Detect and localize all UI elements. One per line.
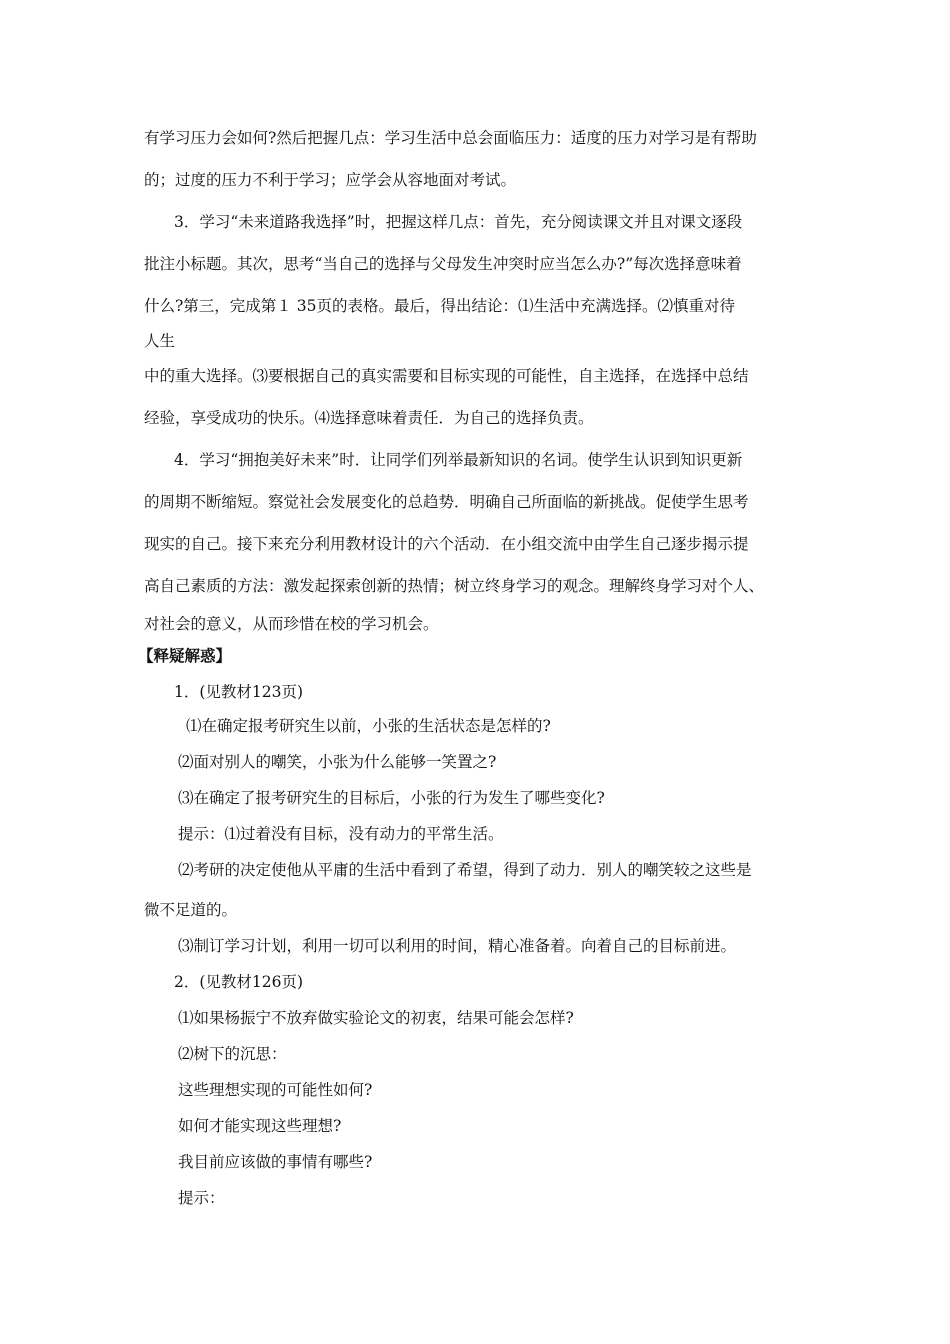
text-line: ⑵树下的沉思： [178, 1045, 287, 1063]
text-line: ⑶制订学习计划，利用一切可以利用的时间，精心准备着。向着自己的目标前进。 [178, 937, 737, 955]
text-line: 有学习压力会如何?然后把握几点：学习生活中总会面临压力：适度的压力对学习是有帮助 [144, 129, 757, 147]
text-line: 人生 [144, 332, 176, 350]
text-line: 经验，享受成功的快乐。⑷选择意味着责任．为自己的选择负责。 [144, 409, 594, 427]
text-line: 的；过度的压力不利于学习；应学会从容地面对考试。 [144, 171, 517, 189]
text-line: ⑵考研的决定使他从平庸的生活中看到了希望，得到了动力．别人的嘲笑较之这些是 [178, 861, 752, 879]
text-line: 什么?第三，完成第１ 35页的表格。最后，得出结论：⑴生活中充满选择。⑵慎重对待 [144, 297, 735, 315]
text-line: ⑴如果杨振宁不放弃做实验论文的初衷，结果可能会怎样? [178, 1009, 574, 1027]
text-line: 我目前应该做的事情有哪些? [178, 1153, 373, 1171]
text-line: 高自己素质的方法：激发起探索创新的热情；树立终身学习的观念。理解终身学习对个人、 [144, 577, 765, 595]
text-line: 1．(见教材123页) [174, 683, 304, 701]
text-line: 提示： [178, 1189, 225, 1207]
text-line: 微不足道的。 [144, 901, 238, 919]
text-line: ⑴在确定报考研究生以前，小张的生活状态是怎样的? [186, 717, 551, 735]
text-line: 这些理想实现的可能性如何? [178, 1081, 373, 1099]
text-line: ⑵面对别人的嘲笑，小张为什么能够一笑置之? [178, 753, 497, 771]
text-line: ⑶在确定了报考研究生的目标后，小张的行为发生了哪些变化? [178, 789, 605, 807]
text-line: 的周期不断缩短。察觉社会发展变化的总趋势．明确自己所面临的新挑战。促使学生思考 [144, 493, 749, 511]
section-heading: 【释疑解惑】 [138, 646, 232, 665]
text-line: 现实的自己。接下来充分利用教材设计的六个活动．在小组交流中由学生自己逐步揭示提 [144, 535, 749, 553]
text-line: 3．学习“未来道路我选择”时，把握这样几点：首先，充分阅读课文并且对课文逐段 [174, 213, 743, 231]
text-line: 4．学习“拥抱美好未来”时．让同学们列举最新知识的名词。使学生认识到知识更新 [174, 451, 743, 469]
text-line: 提示：⑴过着没有目标，没有动力的平常生活。 [178, 825, 504, 843]
text-line: 如何才能实现这些理想? [178, 1117, 342, 1135]
text-line: 中的重大选择。⑶要根据自己的真实需要和目标实现的可能性，自主选择，在选择中总结 [144, 367, 749, 385]
text-line: 对社会的意义，从而珍惜在校的学习机会。 [144, 615, 439, 633]
text-line: 批注小标题。其次，思考“当自己的选择与父母发生冲突时应当怎么办?”每次选择意味着 [144, 255, 742, 273]
text-line: 2．(见教材126页) [174, 973, 304, 991]
